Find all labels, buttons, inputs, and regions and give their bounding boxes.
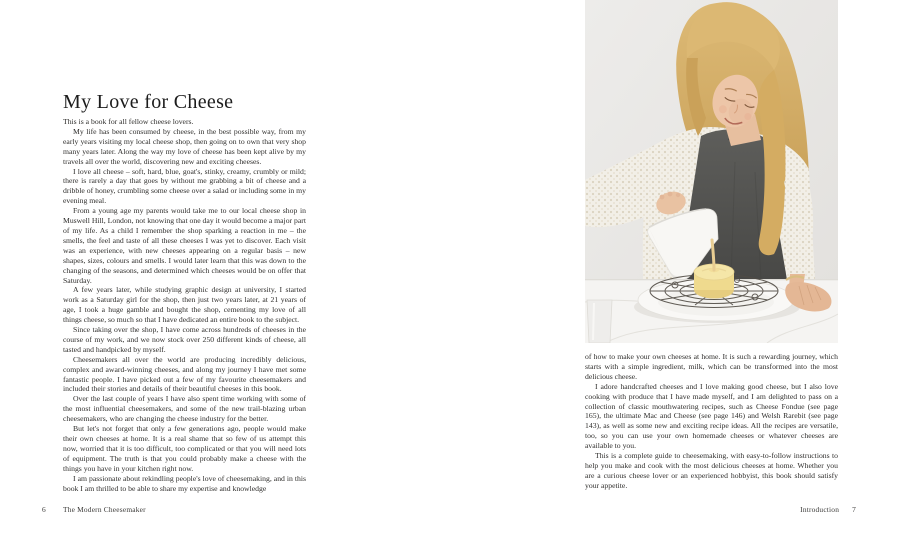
body-paragraph: of how to make your own cheeses at home. It is such a rewarding journey, which starts with a simple ingredient, milk, which can be transformed into the most delicious cheese.: [585, 352, 838, 381]
body-paragraph: My life has been consumed by cheese, in the best possible way, from my early years visiting my local cheese shop, then going on to own that very shop many years later. Along the way my love of cheese has been kept alive by my travels all over the world, discovering new and exciting cheeses.: [63, 126, 306, 166]
body-paragraph: I adore handcrafted cheeses and I love making good cheese, but I also love cooking with produce that I have made myself, and I am delighted to pass on a collection of classic mouthwatering recipes, such as Cheese Fondue (see page 165), the ultimate Mac and Cheese (see page 146) and Welsh Rarebit (see page 143), as well as some new and exciting recipe ideas. All the recipes are versatile, too, so you can use your own homemade cheeses or whatever cheeses are available to you.: [585, 381, 838, 451]
body-paragraph: But let's not forget that only a few generations ago, people would make their own cheeses at home. It is a real shame that so few of us attempt this now, worried that it is too difficult, too complicated or that you will need lots of equipment. The truth is that you could probably make a cheese with the things you have in your kitchen right now.: [63, 424, 306, 473]
body-paragraph: This is a book for all fellow cheese lovers.: [63, 117, 194, 126]
photo-glass: [587, 300, 612, 343]
body-paragraph: This is a complete guide to cheesemaking, with easy-to-follow instructions to help you make and cook with the most delicious cheeses at home. Whether you are a curious cheese lover or an experienced hobbyist, this book should satisfy your appetite.: [585, 451, 838, 490]
page-number: 7: [852, 505, 856, 514]
body-paragraph: Cheesemakers all over the world are producing incredibly delicious, complex and award-winning cheeses, and along my journey I have met some fantastic people. I have picked out a few of my favourite cheesemakers and included their stories and details of their beautiful cheeses in this book.: [63, 354, 306, 394]
page-number: 6: [42, 505, 46, 514]
left-page-footer: [42, 505, 146, 514]
right-page-footer: [585, 505, 856, 514]
chapter-title: My Love for Cheese: [63, 91, 234, 114]
left-page-body: [63, 117, 306, 495]
right-page-body: [585, 352, 838, 498]
body-paragraph: I am passionate about rekindling people's love of cheesemaking, and in this book I am thrilled to be able to share my expertise and knowledge: [63, 473, 306, 493]
intro-photo: [585, 0, 838, 343]
body-paragraph: A few years later, while studying graphic design at university, I started work as a Saturday girl for the shop, then just two years later, at 21 years of age, I took a huge gamble and bought the shop, cementing my love of all things cheese, so much so that I have dedicated an entire book to the subject.: [63, 285, 306, 325]
running-head-section: Introduction: [800, 505, 840, 514]
body-paragraph: I love all cheese – soft, hard, blue, goat's, stinky, creamy, crumbly or mild; there is rarely a day that goes by without me grabbing a bit of cheese and a dribble of honey, crumbling some cheese over a salad or including some in my evening meal.: [63, 166, 306, 206]
body-paragraph: From a young age my parents would take me to our local cheese shop in Muswell Hill, London, not knowing that one day it would become a major part of my life. As a child I remember the shop sparking a reaction in me – the smells, the feel and taste of all these cheeses I was yet to discover. Each visit was an experience, with new cheeses appearing on a regular basis – new shapes, sizes, colours and smells. I would later learn that this was down to the changing of the seasons, and determined which cheeses would be on offer that Saturday.: [63, 206, 306, 285]
body-paragraph: Since taking over the shop, I have come across hundreds of cheeses in the course of my work, and we now stock over 250 different kinds of cheese, all tasted and handpicked by myself.: [63, 325, 306, 354]
body-paragraph: Over the last couple of years I have also spent time working with some of the most influential cheesemakers, and some of the new trail-blazing urban cheesemakers, who are changing the cheese industry for the better.: [63, 394, 306, 424]
running-head-book-title: The Modern Cheesemaker: [63, 505, 146, 514]
